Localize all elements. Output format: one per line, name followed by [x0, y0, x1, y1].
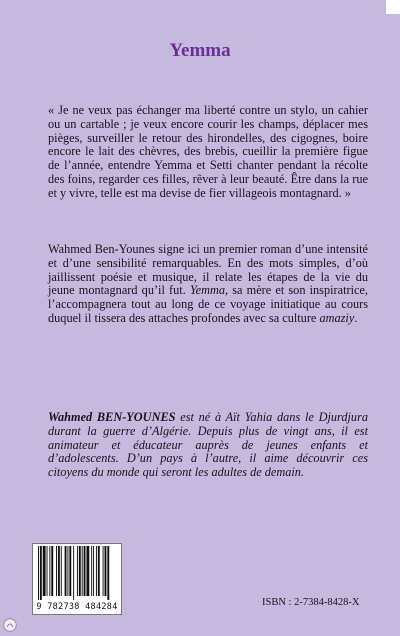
barcode-bar: [43, 546, 46, 596]
barcode: [32, 543, 122, 615]
barcode-bar: [105, 546, 107, 596]
barcode-bar: [69, 546, 71, 596]
barcode-bar: [103, 546, 104, 596]
barcode-bar: [79, 546, 81, 596]
barcode-bar: [65, 546, 67, 596]
barcode-bar: [49, 546, 50, 596]
book-title: Yemma: [169, 40, 231, 61]
publisher-logo-icon: [3, 618, 17, 632]
barcode-bar: [98, 546, 100, 596]
barcode-bar: [107, 546, 109, 600]
book-summary: [48, 243, 368, 326]
barcode-bar: [96, 546, 97, 596]
barcode-bar: [47, 546, 48, 596]
barcode-bar: [84, 546, 86, 596]
summary-text-1: Wahmed Ben-Younes signe ici un premier roman d’une intensité et d’une sensibilité remarquables. En des mots simples, d’où jaillissent poésie et musique, il relate les étapes de la vie du jeune montagnard qu’il fut.: [48, 242, 368, 298]
author-name: Wahmed BEN-YOUNES: [48, 410, 176, 424]
barcode-bar: [77, 546, 78, 596]
barcode-bar: [58, 546, 60, 596]
barcode-bar: [73, 546, 74, 600]
barcode-bar: [67, 546, 68, 596]
isbn: ISBN : 2-7384-8428-X: [262, 597, 360, 608]
barcode-bar: [86, 546, 89, 596]
summary-text-2: , sa mère et son inspiratrice, l’accompagnera tout au long de ce voyage initiatique au cours duquel il tissera des attaches profondes avec sa culture: [48, 283, 369, 325]
barcode-bars: [33, 544, 121, 602]
author-bio: [48, 411, 368, 480]
barcode-bar: [40, 546, 42, 600]
author-bio-text: est né à Aït Yahia dans le Djurdjura durant la guerre d’Algérie. Depuis plus de vingt ans, il est animateur et éducateur auprès de jeunes enfants et d’adolescents. D’un pays à l’autre, il aime découvrir ces citoyens du monde qui seront les adultes de demain.: [48, 410, 369, 480]
barcode-bar: [91, 546, 92, 596]
back-cover-quote: « Je ne veux pas échanger ma liberté contre un stylo, un cahier ou un cartable ; je veux encore courir les champs, déplacer mes pièges, surveiller le retour des hirondelles, des cigognes, boire encore le lait des chèvres, des brebis, cueillir la première figue de l’année, entendre Yemma et Setti chanter pendant la récolte des foins, regarder ces filles, rêver à leur beauté. Être dans la rue et y vivre, telle est ma devise de fier villageois montagnard. »: [48, 103, 368, 200]
barcode-bar: [61, 546, 62, 596]
barcode-bar: [38, 546, 39, 600]
barcode-bar: [56, 546, 57, 596]
barcode-bar: [93, 546, 94, 596]
cover-corner: [386, 0, 400, 14]
barcode-bar: [51, 546, 53, 596]
summary-text-3: .: [354, 310, 358, 325]
summary-yemma: Yemma: [189, 283, 226, 298]
barcode-number: 9 782738 484284: [36, 602, 118, 612]
barcode-bar: [82, 546, 83, 596]
summary-amaziy: amaziy: [319, 310, 355, 325]
